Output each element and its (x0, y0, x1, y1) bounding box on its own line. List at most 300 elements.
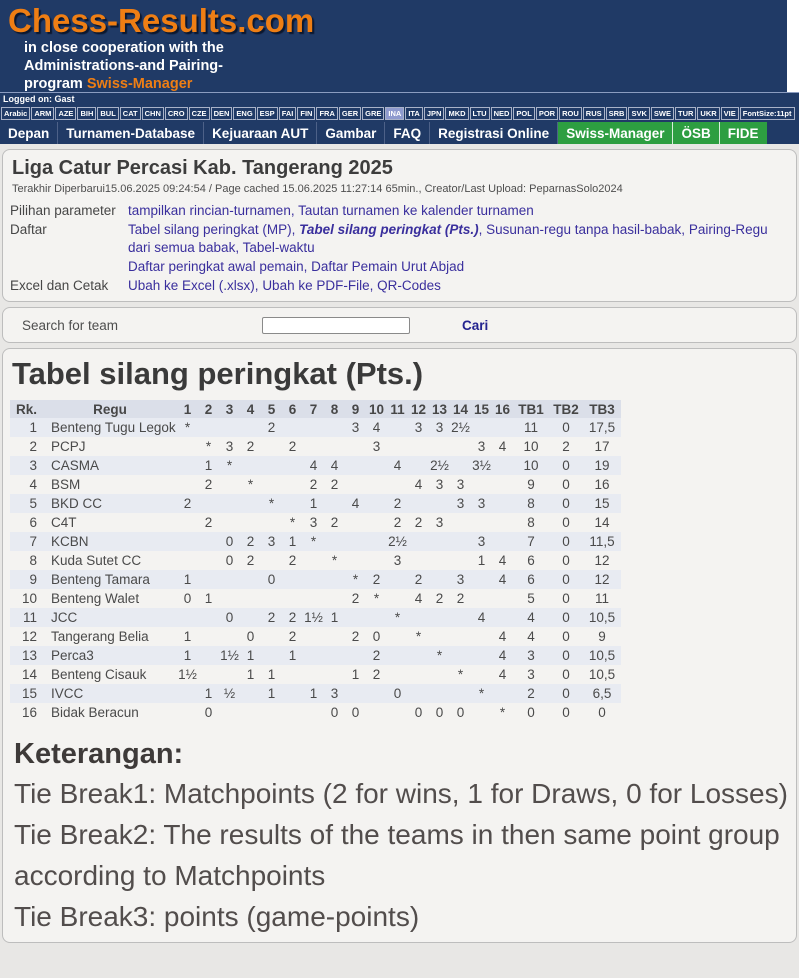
result-cell (471, 513, 492, 532)
tb3-cell: 0 (598, 705, 606, 720)
tb1-cell: 7 (527, 534, 535, 549)
result-cell (240, 608, 261, 627)
tb2-cell: 0 (562, 667, 570, 682)
tb3-cell: 11,5 (589, 534, 615, 549)
col-header-opponent-12: 12 (411, 401, 427, 417)
result-cell (471, 570, 492, 589)
result-cell: 1 (351, 667, 360, 682)
result-cell (366, 684, 387, 703)
tb1-cell: 8 (527, 496, 535, 511)
result-cell (219, 703, 240, 722)
tb3-cell: 12 (594, 553, 610, 568)
result-cell: 2 (267, 420, 276, 435)
result-cell (219, 494, 240, 513)
result-cell (198, 665, 219, 684)
result-cell (198, 418, 219, 437)
menu-item-faq[interactable]: FAQ (385, 122, 430, 144)
result-cell: 2 (204, 515, 213, 530)
result-cell (282, 570, 303, 589)
lang-item-cat[interactable]: CAT (120, 107, 141, 120)
result-cell (387, 418, 408, 437)
search-row (10, 313, 789, 337)
result-cell: 1 (183, 648, 192, 663)
tagline-program-text: program (24, 76, 87, 92)
rank-cell: 11 (23, 610, 38, 625)
tb2-cell: 0 (562, 553, 570, 568)
fontsize-label[interactable]: FontSize:11pt (740, 107, 795, 120)
team-name: Benteng Cisauk (51, 667, 147, 682)
result-cell: 3 (372, 439, 381, 454)
result-cell (408, 646, 429, 665)
language-bar (0, 106, 799, 122)
lang-item-esp[interactable]: ESP (257, 107, 278, 120)
result-cell: 4 (498, 572, 507, 587)
result-cell (387, 570, 408, 589)
menu-item-fide[interactable]: FIDE (720, 122, 767, 144)
table-row (10, 418, 621, 437)
result-cell (345, 456, 366, 475)
result-cell: 3 (456, 477, 465, 492)
team-name: C4T (51, 515, 77, 530)
result-cell: 2 (246, 439, 255, 454)
lang-item-tur[interactable]: TUR (675, 107, 696, 120)
result-cell (450, 551, 471, 570)
lang-item-por[interactable]: POR (536, 107, 558, 120)
lang-item-gre[interactable]: GRE (362, 107, 384, 120)
result-cell (492, 475, 513, 494)
tb2-cell: 0 (562, 610, 570, 625)
result-cell (282, 456, 303, 475)
lang-item-chn[interactable]: CHN (142, 107, 164, 120)
result-cell: 4 (330, 458, 339, 473)
lang-item-aze[interactable]: AZE (55, 107, 76, 120)
rank-cell: 9 (29, 572, 38, 587)
result-cell: * (415, 629, 422, 644)
team-name: Benteng Tamara (51, 572, 150, 587)
result-cell (219, 570, 240, 589)
result-cell: 0 (351, 705, 360, 720)
col-header-opponent-14: 14 (453, 401, 469, 417)
result-cell (240, 513, 261, 532)
result-cell: 1 (288, 534, 297, 549)
result-cell (471, 475, 492, 494)
result-cell (177, 703, 198, 722)
team-name: PCPJ (51, 439, 86, 454)
lang-item-eng[interactable]: ENG (233, 107, 255, 120)
lang-item-bul[interactable]: BUL (97, 107, 118, 120)
result-cell (471, 627, 492, 646)
result-cell: 3 (267, 534, 276, 549)
result-cell (366, 608, 387, 627)
result-cell (219, 475, 240, 494)
result-cell: 3 (477, 439, 486, 454)
result-cell: 1 (246, 667, 255, 682)
lang-item-vie[interactable]: VIE (721, 107, 739, 120)
rank-cell: 4 (29, 477, 38, 492)
lang-item-cze[interactable]: CZE (189, 107, 210, 120)
green-menu (558, 122, 766, 144)
legend-line: Tie Break1: Matchpoints (2 for wins, 1 for Draws, 0 for Losses) (14, 778, 788, 809)
result-cell (408, 608, 429, 627)
result-cell: 0 (267, 572, 276, 587)
param-link[interactable]: Pairing-Regu dari semua babak (128, 222, 768, 255)
param-link[interactable]: Tabel silang peringkat (Pts.) (299, 222, 479, 237)
result-cell (240, 703, 261, 722)
tb2-cell: 0 (562, 705, 570, 720)
logged-on-bar (0, 92, 799, 106)
result-cell (261, 456, 282, 475)
result-cell (408, 456, 429, 475)
result-cell (177, 475, 198, 494)
result-cell (282, 684, 303, 703)
lang-item-arm[interactable]: ARM (31, 107, 54, 120)
param-row-label: Daftar (10, 222, 47, 237)
scrollbar-track[interactable] (787, 0, 799, 92)
result-cell: 3 (414, 420, 423, 435)
team-name: CASMA (51, 458, 100, 473)
rank-cell: 2 (29, 439, 38, 454)
result-cell (471, 665, 492, 684)
result-cell (261, 703, 282, 722)
table-row (10, 570, 621, 589)
lang-item-ita[interactable]: ITA (405, 107, 423, 120)
result-cell (492, 456, 513, 475)
result-cell: * (436, 648, 443, 663)
link-separator: , (291, 222, 300, 237)
tb3-cell: 17 (594, 439, 610, 454)
link-separator: , (290, 203, 299, 218)
rank-cell: 7 (29, 534, 38, 549)
site-logo[interactable]: Chess-Results.com (8, 2, 315, 39)
param-link[interactable]: Daftar peringkat awal pemain (128, 259, 304, 274)
result-cell: 2 (372, 572, 381, 587)
result-cell (366, 703, 387, 722)
col-header-opponent-11: 11 (390, 401, 405, 417)
menu-item-turnamen-database[interactable]: Turnamen-Database (58, 122, 204, 144)
result-cell: 2½ (430, 458, 449, 473)
col-header-opponent-2: 2 (204, 401, 213, 417)
result-cell (366, 532, 387, 551)
result-cell: 0 (225, 553, 234, 568)
param-link[interactable]: Tabel silang peringkat (MP) (128, 222, 292, 237)
result-cell (408, 665, 429, 684)
result-cell (366, 551, 387, 570)
result-cell: 4 (351, 496, 360, 511)
rank-cell: 5 (29, 496, 38, 511)
result-cell (345, 437, 366, 456)
lang-item-svk[interactable]: SVK (628, 107, 649, 120)
rank-cell: 10 (21, 591, 38, 606)
result-cell: 4 (498, 667, 507, 682)
rank-cell: 15 (21, 686, 38, 701)
lang-item-bih[interactable]: BIH (77, 107, 96, 120)
lang-item-cro[interactable]: CRO (165, 107, 188, 120)
result-cell (303, 646, 324, 665)
tb3-cell: 16 (594, 477, 610, 492)
tb1-cell: 8 (527, 515, 535, 530)
result-cell: 1 (204, 686, 213, 701)
result-cell (303, 570, 324, 589)
result-cell: 1 (477, 553, 486, 568)
tournament-meta: Terakhir Diperbarui15.06.2025 09:24:54 / Page cached 15.06.2025 11:27:14 65min., Creator/Last Upload: PeparnasSolo2024 (12, 183, 623, 195)
result-cell: * (394, 610, 401, 625)
lang-item-ina[interactable]: INA (385, 107, 404, 120)
site-tagline-line1: in close cooperation with the (24, 40, 224, 56)
result-cell: * (331, 553, 338, 568)
result-cell (492, 608, 513, 627)
result-cell (303, 418, 324, 437)
result-cell (387, 589, 408, 608)
tb1-cell: 11 (524, 420, 539, 435)
result-cell: 3 (456, 572, 465, 587)
lang-item-rus[interactable]: RUS (583, 107, 605, 120)
link-separator: , (369, 278, 378, 293)
result-cell: * (457, 667, 464, 682)
col-header-opponent-5: 5 (267, 401, 276, 417)
result-cell (345, 684, 366, 703)
table-row (10, 456, 621, 475)
result-cell: 2 (309, 477, 318, 492)
result-cell: 2 (372, 667, 381, 682)
table-row (10, 437, 621, 456)
result-cell: * (205, 439, 212, 454)
result-cell (303, 665, 324, 684)
result-cell (261, 437, 282, 456)
result-cell (324, 494, 345, 513)
result-cell: 2 (204, 477, 213, 492)
result-cell: * (478, 686, 485, 701)
lang-item-den[interactable]: DEN (211, 107, 233, 120)
lang-item-rou[interactable]: ROU (559, 107, 582, 120)
col-header-tb2: TB2 (553, 401, 579, 417)
param-link[interactable]: Susunan-regu tanpa hasil-babak (486, 222, 682, 237)
team-name: BKD CC (51, 496, 103, 511)
param-link[interactable]: Ubah ke Excel (.xlsx) (128, 278, 255, 293)
result-cell (282, 475, 303, 494)
tb2-cell: 2 (562, 439, 570, 454)
result-cell: 1 (309, 686, 318, 701)
result-cell (429, 608, 450, 627)
result-cell: 3 (456, 496, 465, 511)
swiss-manager-brand: Swiss-Manager (86, 76, 193, 92)
tb2-cell: 0 (562, 477, 570, 492)
main-menu (0, 122, 558, 144)
result-cell: * (226, 458, 233, 473)
tb2-cell: 0 (562, 496, 570, 511)
result-cell: 1½ (304, 610, 323, 625)
tb3-cell: 19 (594, 458, 610, 473)
tb1-cell: 10 (523, 439, 539, 454)
result-cell: * (499, 705, 506, 720)
result-cell: 3 (435, 420, 444, 435)
menu-item-swiss-manager[interactable]: Swiss-Manager (558, 122, 673, 144)
result-cell (177, 437, 198, 456)
col-header-opponent-8: 8 (330, 401, 339, 417)
lang-item-ned[interactable]: NED (491, 107, 513, 120)
tb1-cell: 3 (527, 648, 535, 663)
tb3-cell: 10,5 (588, 667, 616, 682)
lang-item-fra[interactable]: FRA (316, 107, 337, 120)
result-cell: 4 (393, 458, 402, 473)
lang-item-pol[interactable]: POL (513, 107, 534, 120)
tb1-cell: 6 (527, 553, 535, 568)
result-cell (429, 665, 450, 684)
col-header-opponent-1: 1 (183, 401, 192, 417)
tb3-cell: 12 (594, 572, 610, 587)
tb3-cell: 11 (595, 591, 610, 606)
result-cell (324, 418, 345, 437)
tb2-cell: 0 (562, 420, 570, 435)
legend-heading: Keterangan: (14, 738, 184, 770)
result-cell (177, 513, 198, 532)
tb2-cell: 0 (562, 686, 570, 701)
result-cell: 1½ (178, 667, 197, 682)
result-cell: 1 (330, 610, 339, 625)
result-cell (408, 494, 429, 513)
tb1-cell: 3 (527, 667, 535, 682)
param-row (10, 202, 789, 220)
lang-item-mkd[interactable]: MKD (445, 107, 468, 120)
result-cell (345, 513, 366, 532)
result-cell (282, 418, 303, 437)
result-cell: 2 (393, 515, 402, 530)
result-cell (492, 589, 513, 608)
col-header-opponent-16: 16 (495, 401, 511, 417)
crosstable-body (10, 418, 621, 722)
param-row (10, 221, 789, 257)
result-cell (303, 589, 324, 608)
lang-item-swe[interactable]: SWE (651, 107, 674, 120)
result-cell (471, 418, 492, 437)
crosstable (10, 400, 621, 722)
param-link[interactable]: QR-Codes (377, 278, 441, 293)
col-header-rank: Rk. (16, 401, 38, 417)
result-cell: ½ (223, 686, 236, 701)
lang-item-ger[interactable]: GER (339, 107, 361, 120)
result-cell (408, 437, 429, 456)
result-cell: 0 (330, 705, 339, 720)
menu-item--sb[interactable]: ÖSB (673, 122, 719, 144)
lang-item-arabic[interactable]: Arabic (1, 107, 30, 120)
tb1-cell: 9 (527, 477, 535, 492)
result-cell (387, 646, 408, 665)
result-cell: 1 (267, 667, 276, 682)
rank-cell: 8 (29, 553, 38, 568)
result-cell (240, 494, 261, 513)
team-name: Perca3 (51, 648, 94, 663)
menu-item-kejuaraan-aut[interactable]: Kejuaraan AUT (204, 122, 317, 144)
logged-on-text: Logged on: Gast (3, 94, 75, 104)
param-link[interactable]: Ubah ke PDF-File (262, 278, 370, 293)
param-link[interactable]: tampilkan rincian-turnamen (128, 203, 291, 218)
result-cell: * (289, 515, 296, 530)
menu-item-gambar[interactable]: Gambar (317, 122, 385, 144)
site-tagline-line2: Administrations-and Pairing- (24, 58, 223, 74)
result-cell (366, 456, 387, 475)
col-header-tb1: TB1 (518, 401, 544, 417)
legend-line: Tie Break2: The results of the teams in then same point group according to Matchpoints (14, 819, 780, 891)
search-input[interactable] (262, 317, 410, 334)
rank-cell: 3 (29, 458, 38, 473)
param-row-links (128, 258, 789, 276)
result-cell (324, 627, 345, 646)
result-cell (345, 475, 366, 494)
lang-item-srb[interactable]: SRB (606, 107, 628, 120)
result-cell: 4 (372, 420, 381, 435)
crosstable-header-row (10, 400, 621, 418)
site-header (0, 0, 799, 92)
result-cell: 0 (456, 705, 465, 720)
lang-item-fin[interactable]: FIN (297, 107, 315, 120)
rank-cell: 13 (21, 648, 38, 663)
result-cell (450, 627, 471, 646)
search-label: Search for team (22, 317, 119, 333)
result-cell: * (184, 420, 191, 435)
menu-item-registrasi-online[interactable]: Registrasi Online (430, 122, 558, 144)
result-cell: 2 (351, 591, 360, 606)
lang-item-ltu[interactable]: LTU (470, 107, 490, 120)
result-cell: 2 (330, 477, 339, 492)
param-row-label: Pilihan parameter (10, 203, 116, 218)
lang-item-fai[interactable]: FAI (279, 107, 297, 120)
result-cell (198, 532, 219, 551)
result-cell (282, 589, 303, 608)
menu-item-depan[interactable]: Depan (0, 122, 58, 144)
param-link[interactable]: Daftar Pemain Urut Abjad (311, 259, 465, 274)
result-cell: 0 (393, 686, 402, 701)
result-cell (240, 570, 261, 589)
result-cell (450, 608, 471, 627)
tb2-cell: 0 (562, 648, 570, 663)
tb1-cell: 0 (527, 705, 535, 720)
result-cell (303, 551, 324, 570)
result-cell (429, 627, 450, 646)
result-cell: 0 (204, 705, 213, 720)
site-tagline-line3 (24, 75, 799, 93)
param-link[interactable]: Tautan turnamen ke kalender turnamen (298, 203, 534, 218)
param-link[interactable]: Tabel-waktu (242, 240, 315, 255)
result-cell: 2 (456, 591, 465, 606)
result-cell: 3 (351, 420, 360, 435)
result-cell (240, 456, 261, 475)
result-cell: 3 (477, 534, 486, 549)
result-cell: 3 (435, 477, 444, 492)
team-name: JCC (51, 610, 78, 625)
result-cell (219, 665, 240, 684)
param-row (10, 277, 789, 295)
lang-item-ukr[interactable]: UKR (697, 107, 719, 120)
result-cell (387, 437, 408, 456)
crosstable-title: Tabel silang peringkat (Pts.) (12, 356, 424, 391)
result-cell: 3 (435, 515, 444, 530)
result-cell (492, 513, 513, 532)
lang-item-jpn[interactable]: JPN (424, 107, 445, 120)
result-cell (387, 703, 408, 722)
result-cell (345, 532, 366, 551)
tb2-cell: 0 (562, 629, 570, 644)
tb1-cell: 4 (527, 629, 535, 644)
search-submit-link[interactable]: Cari (462, 317, 489, 333)
result-cell: 2 (414, 572, 423, 587)
result-cell: 2 (435, 591, 444, 606)
result-cell (282, 703, 303, 722)
col-header-opponent-9: 9 (351, 401, 360, 417)
result-cell: 2½ (451, 420, 470, 435)
result-cell (324, 570, 345, 589)
result-cell (429, 684, 450, 703)
result-cell (471, 646, 492, 665)
rank-cell: 1 (29, 420, 38, 435)
